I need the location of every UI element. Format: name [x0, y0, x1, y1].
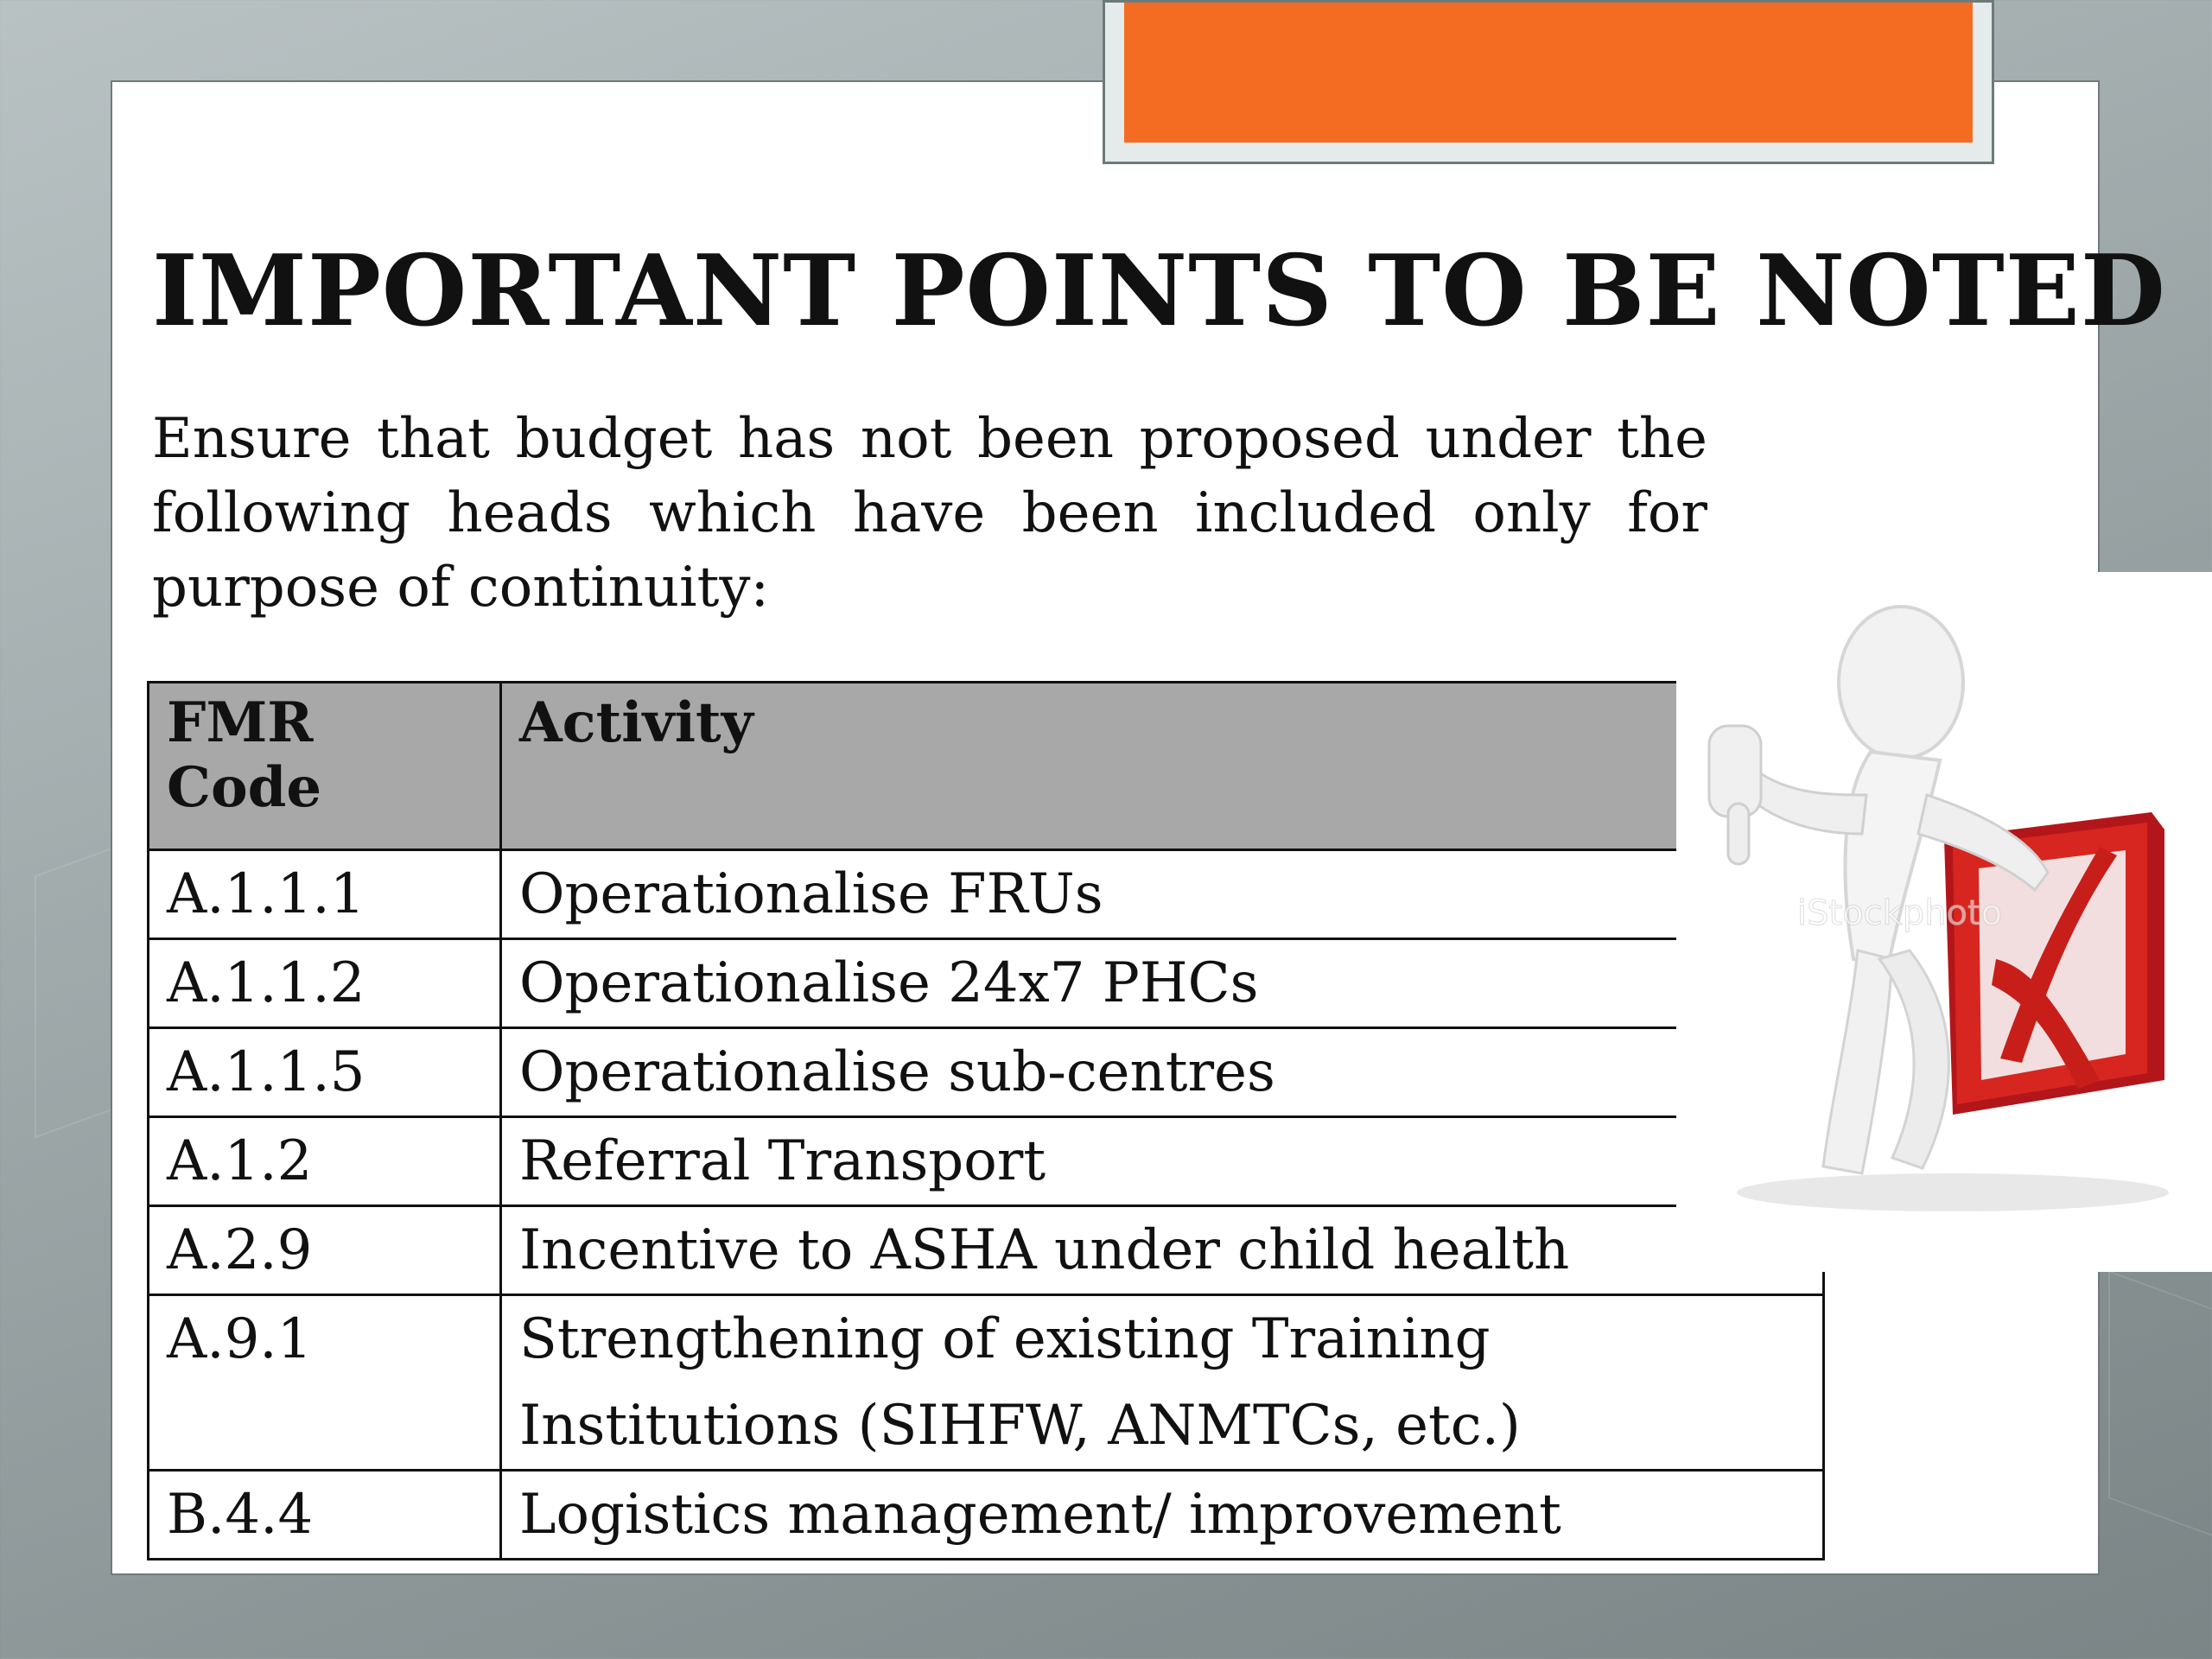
activity-cell: Operationalise 24x7 PHCs	[501, 939, 1824, 1028]
accent-bar	[1103, 0, 1994, 164]
fmr-table	[147, 681, 1825, 1560]
slide-title: IMPORTANT POINTS TO BE NOTED	[152, 233, 2166, 348]
activity-cell: Referral Transport	[501, 1117, 1824, 1206]
fmr-code-cell: A.1.1.2	[149, 939, 501, 1028]
fmr-code-cell: A.1.2	[149, 1117, 501, 1206]
thumbs-down-figure-with-red-x-checkbox-icon	[1694, 596, 2177, 1218]
table-row	[149, 1206, 1824, 1295]
header-activity: Activity	[501, 683, 1824, 850]
activity-cell: Incentive to ASHA under child health	[501, 1206, 1824, 1295]
fmr-code-cell: A.2.9	[149, 1206, 501, 1295]
table-row	[149, 1117, 1824, 1206]
background-hexagon	[2108, 1270, 2212, 1550]
table-row	[149, 939, 1824, 1028]
intro-paragraph: Ensure that budget has not been proposed under the following heads which have been included only for purpose of continuity:	[152, 407, 1707, 620]
activity-cell: Logistics management/ improvement	[501, 1471, 1824, 1560]
accent-bar-fill	[1124, 3, 1973, 143]
table-row	[149, 850, 1824, 939]
header-fmr-code: FMR Code	[149, 683, 501, 850]
table-header-row	[149, 683, 1824, 850]
activity-cell: Strengthening of existing Training Institutions (SIHFW, ANMTCs, etc.)	[501, 1295, 1824, 1471]
activity-cell: Operationalise sub-centres	[501, 1028, 1824, 1117]
table-row	[149, 1295, 1824, 1471]
fmr-code-cell: A.1.1.1	[149, 850, 501, 939]
table-row	[149, 1471, 1824, 1560]
table-row	[149, 1028, 1824, 1117]
activity-cell: Operationalise FRUs	[501, 850, 1824, 939]
fmr-code-cell: A.1.1.5	[149, 1028, 501, 1117]
watermark-text: iStockphoto	[1797, 893, 2003, 933]
fmr-code-cell: B.4.4	[149, 1471, 501, 1560]
fmr-code-cell: A.9.1	[149, 1295, 501, 1471]
